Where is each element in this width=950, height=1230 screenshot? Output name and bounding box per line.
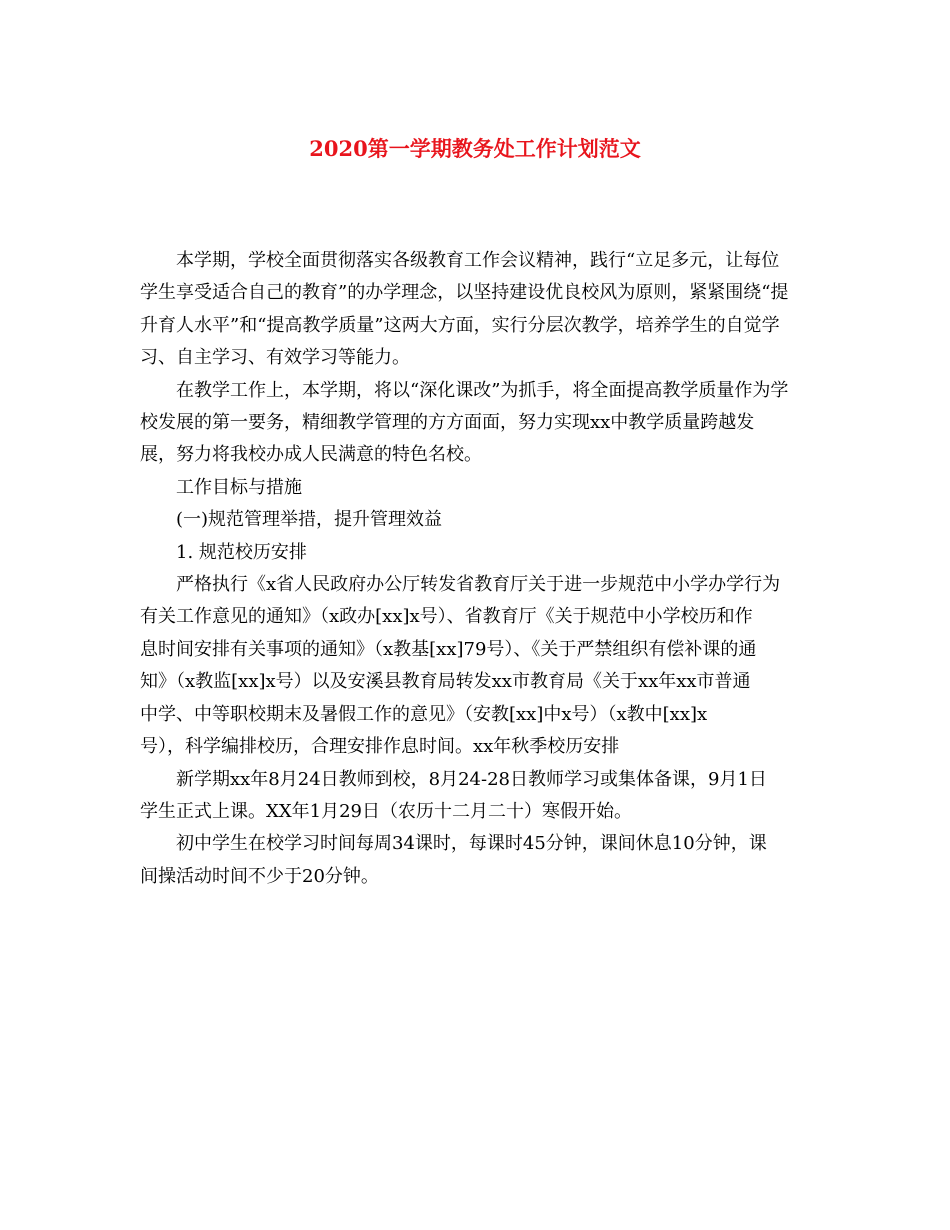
text-line: 初中学生在校学习时间每周34课时，每课时45分钟，课间休息10分钟，课 <box>176 833 767 855</box>
item-heading-calendar <box>140 537 820 569</box>
text-line: 有关工作意见的通知》（x政办[xx]x号）、省教育厅《关于规范中小学校历和作 <box>140 606 753 628</box>
paragraph-intro <box>140 245 820 375</box>
text-line: 展，努力将我校办成人民满意的特色名校。 <box>140 444 482 466</box>
text-line: 号），科学编排校历，合理安排作息时间。xx年秋季校历安排 <box>140 736 620 758</box>
text-line: 中学、中等职校期末及暑假工作的意见》（安教[xx]中x号）（x教中[xx]x <box>140 703 708 725</box>
text-line: (一)规范管理举措，提升管理效益 <box>176 509 443 531</box>
section-heading-goals <box>140 472 820 504</box>
document-body <box>140 245 820 893</box>
text-line: 学生享受适合自己的教育”的办学理念，以坚持建设优良校风为原则，紧紧围绕“提 <box>140 282 789 304</box>
paragraph-teaching <box>140 375 820 472</box>
text-line: 1. 规范校历安排 <box>176 541 307 563</box>
text-line: 升育人水平”和“提高教学质量”这两大方面，实行分层次教学，培养学生的自觉学 <box>140 314 780 336</box>
text-line: 习、自主学习、有效学习等能力。 <box>140 347 410 369</box>
text-line: 本学期，学校全面贯彻落实各级教育工作会议精神，践行“立足多元，让每位 <box>176 250 780 271</box>
paragraph-semester-dates <box>140 764 820 829</box>
text-line: 知》（x教监[xx]x号）以及安溪县教育局转发xx市教育局《关于xx年xx市普通 <box>140 671 751 693</box>
text-line: 息时间安排有关事项的通知》（x教基[xx]79号）、《关于严禁组织有偿补课的通 <box>140 638 757 660</box>
paragraph-schedule <box>140 828 820 893</box>
text-line: 间操活动时间不少于20分钟。 <box>140 865 379 887</box>
text-line: 严格执行《x省人民政府办公厅转发省教育厅关于进一步规范中小学办学行为 <box>176 574 781 596</box>
text-line: 在教学工作上，本学期，将以“深化课改”为抓手，将全面提高教学质量作为学 <box>176 379 789 401</box>
text-line: 学生正式上课。XX年1月29日（农历十二月二十）寒假开始。 <box>140 800 632 822</box>
subsection-heading-management <box>140 504 820 536</box>
document-title: 2020第一学期教务处工作计划范文 <box>309 136 641 161</box>
text-line: 工作目标与措施 <box>176 476 302 498</box>
text-line: 校发展的第一要务，精细教学管理的方方面面，努力实现xx中教学质量跨越发 <box>140 412 755 434</box>
paragraph-regulations <box>140 569 820 763</box>
text-line: 新学期xx年8月24日教师到校，8月24-28日教师学习或集体备课，9月1日 <box>176 768 767 790</box>
